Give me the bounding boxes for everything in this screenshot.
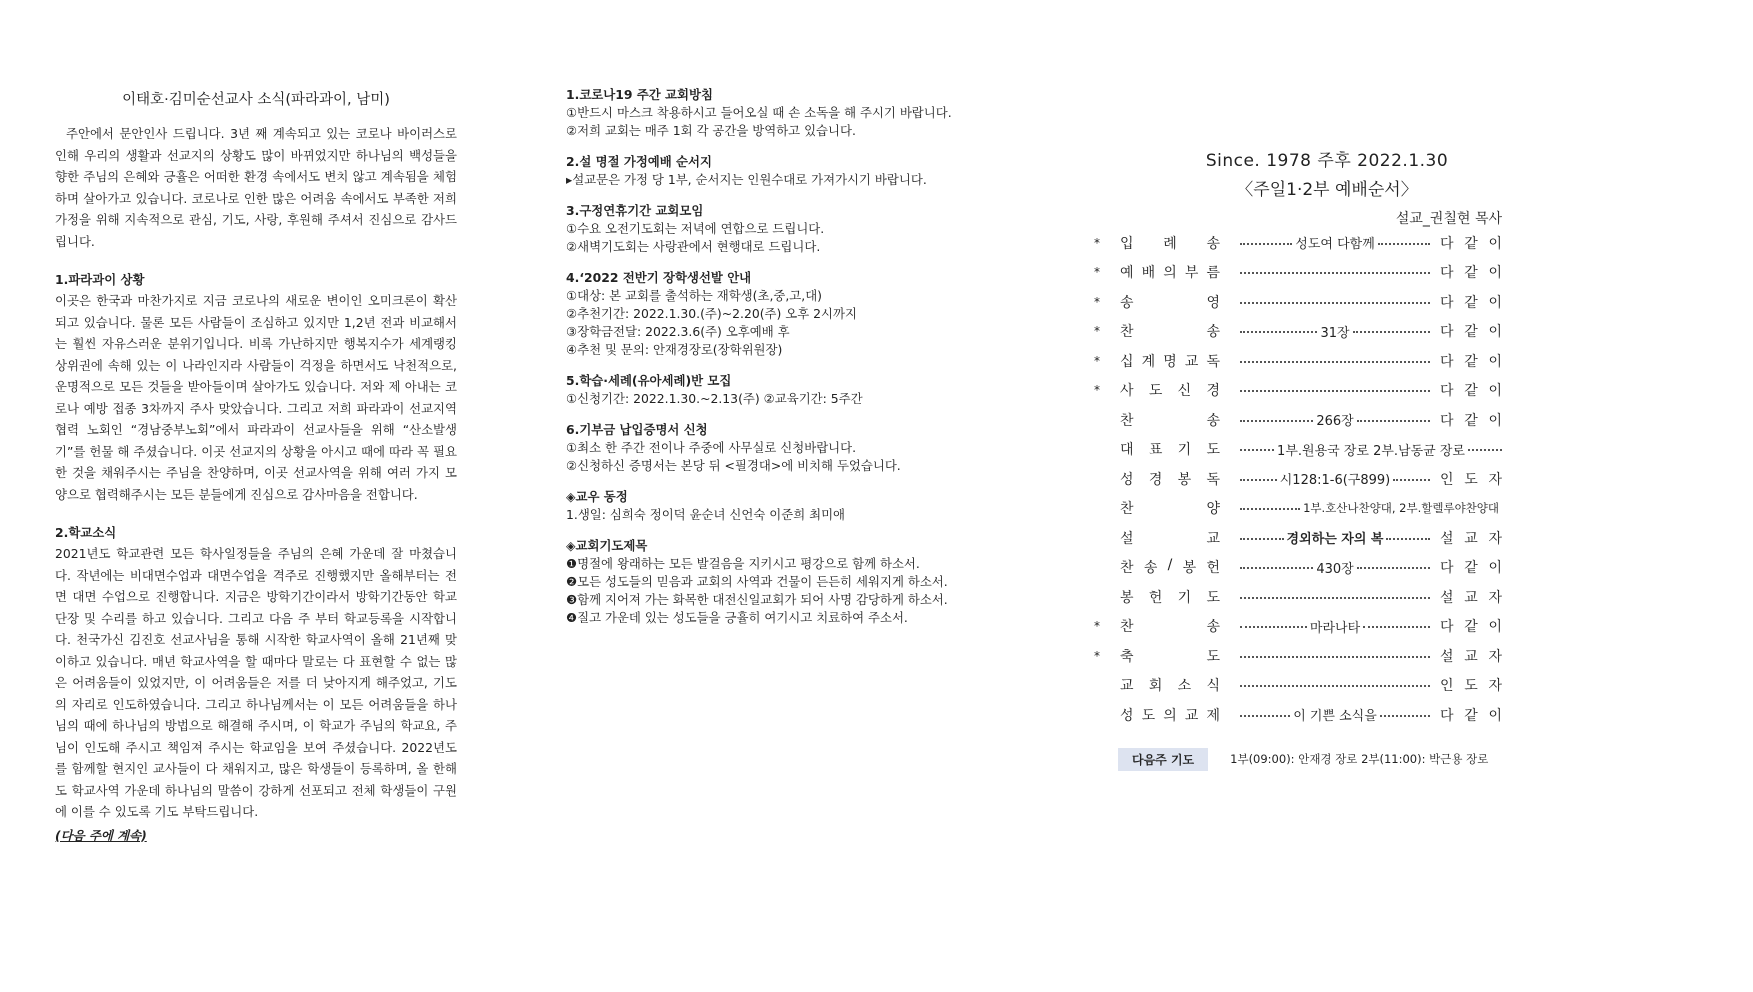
- church-notices-column: [566, 86, 1046, 640]
- order-item-detail: [1240, 683, 1430, 687]
- order-item-content: 마라나타: [1309, 620, 1361, 636]
- standing-mark: *: [1094, 235, 1100, 250]
- standing-mark: *: [1094, 324, 1100, 339]
- notice-covid: [566, 86, 1046, 140]
- order-item-leader: 다 같 이: [1440, 265, 1502, 282]
- bulletin-date: Since. 1978 주후 2022.1.30: [1205, 151, 1449, 171]
- notice-line: ①신청기간: 2022.1.30.~2.13(주) ②교육기간: 5주간: [566, 391, 863, 406]
- paraguay-section-body: 이곳은 한국과 마찬가지로 지금 코로나의 새로운 변이인 오미크론이 확산되고 있습니다. 물론 모든 사람들이 조심하고 있지만 1,2년 전과 비교해서는 훨씬 자유스러운 분위기입니다. 비록 가난하지만 행복지수가 세계랭킹 상위권에 속해 있는 이 나라인지라 사람들이 걱정을 하면서도 낙천적으로, 운명적으로 모든 것들을 받아들이며 살아가도 있습니다. 저와 제 아내는 코로나 예방 접종 3차까지 주사 맞았습니다. 그리고 저희 파라과이 선교지역 협력 노회인 “경남중부노회”에서 파라과이 선교사들을 위해 “산소발생기”를 헌물 해 주셨습니다. 이곳 선교지의 상황을 아시고 때에 따라 꼭 필요한 것을 채워주시는 주님을 찬양하며, 이곳 선교사역을 위해 여러 가지 모양으로 협력해주시는 모든 분들에게 진심으로 감사마음을 전합니다.: [55, 293, 457, 502]
- notice-baptism: [566, 372, 1046, 408]
- worship-order-row: [1092, 435, 1502, 465]
- order-item-leader: 다 같 이: [1440, 560, 1502, 577]
- order-item-label: 찬 송: [1120, 619, 1220, 636]
- continued-note: (다음 주에 계속): [55, 827, 147, 843]
- standing-mark: *: [1094, 353, 1100, 368]
- notice-holiday-worship: [566, 153, 1046, 189]
- worship-order-row: [1092, 523, 1502, 553]
- notice-line: ❹질고 가운데 있는 성도들을 긍휼히 여기시고 치료하여 주소서.: [566, 610, 908, 625]
- notice-title: 6.기부금 납입증명서 신청: [566, 422, 708, 437]
- order-item-label: 찬 송: [1120, 412, 1220, 429]
- order-item-detail: [1240, 558, 1430, 577]
- order-item-content: 시128:1-6(구899): [1279, 473, 1391, 489]
- order-item-label: 찬 송: [1120, 324, 1220, 341]
- next-week-prayer-text: 1부(09:00): 안재경 장로 2부(11:00): 박근용 장로: [1230, 752, 1489, 766]
- notice-line: 1.생일: 심희숙 정이덕 윤순녀 신언숙 이준희 최미애: [566, 507, 846, 522]
- order-item-content: 1부.원용국 장로 2부.남동균 장로: [1277, 443, 1465, 459]
- worship-order-list: [1092, 228, 1502, 730]
- notice-member-news: [566, 488, 1046, 524]
- standing-mark: *: [1094, 619, 1100, 634]
- order-item-content: 성도여 다함께: [1295, 237, 1375, 253]
- worship-order-row: [1092, 671, 1502, 701]
- notice-line: ④추천 및 문의: 안재경장로(장학위원장): [566, 342, 783, 357]
- order-item-content: 266장: [1316, 414, 1354, 430]
- order-item-detail: [1240, 617, 1430, 636]
- notice-prayer-topics: [566, 537, 1046, 627]
- order-item-label: 사 도 신 경: [1120, 383, 1220, 400]
- standing-mark: *: [1094, 265, 1100, 280]
- order-item-leader: 다 같 이: [1440, 412, 1502, 429]
- notice-line: ①반드시 마스크 착용하시고 들어오실 때 손 소독을 해 주시기 바랍니다.: [566, 105, 952, 120]
- notice-line: ②새벽기도회는 사랑관에서 현행대로 드립니다.: [566, 239, 821, 254]
- notice-title: 4.‘2022 전반기 장학생선발 안내: [566, 270, 752, 285]
- worship-order-row: [1092, 287, 1502, 317]
- order-item-content: 경외하는 자의 복: [1286, 532, 1384, 548]
- notice-line: ②신청하신 증명서는 본당 뒤 <필경대>에 비치해 두었습니다.: [566, 458, 901, 473]
- order-item-detail: [1240, 270, 1430, 274]
- standing-mark: *: [1094, 383, 1100, 398]
- order-item-label: 설 교: [1120, 530, 1220, 547]
- notice-line: ①수요 오전기도회는 저녁에 연합으로 드립니다.: [566, 221, 825, 236]
- order-item-label: 성 도 의 교 제: [1120, 707, 1220, 724]
- missionary-intro: 주안에서 문안인사 드립니다. 3년 째 계속되고 있는 코로나 바이러스로 인해 우리의 생활과 선교지의 상황도 많이 바뀌었지만 하나님의 백성들을 향한 주님의 은혜와 긍휼은 어떠한 환경 속에서도 변치 않고 계속됨을 체험하며 살아가고 있습니다. 코로나로 인한 많은 어려움 속에서도 부족한 저희 가정을 위해 지속적으로 관심, 기도, 사랑, 후원해 주셔서 진심으로 감사드립니다.: [55, 126, 457, 249]
- order-item-label: 십 계 명 교 독: [1120, 353, 1220, 370]
- worship-order-row: [1092, 405, 1502, 435]
- order-item-content: 이 기쁜 소식을: [1293, 709, 1377, 725]
- order-item-leader: 설 교 자: [1440, 648, 1502, 665]
- paraguay-section-title: 1.파라과이 상황: [55, 272, 145, 287]
- notice-line: ❸함께 지어져 가는 화목한 대전신일교회가 되어 사명 감당하게 하소서.: [566, 592, 948, 607]
- worship-order-row: [1092, 582, 1502, 612]
- order-item-detail: [1240, 469, 1430, 488]
- order-item-leader: 다 같 이: [1440, 294, 1502, 311]
- missionary-news-title: 이태호·김미순선교사 소식(파라과이, 남미): [122, 92, 390, 108]
- order-item-leader: 다 같 이: [1440, 235, 1502, 252]
- order-item-detail: [1240, 300, 1430, 304]
- worship-order-row: [1092, 641, 1502, 671]
- order-item-leader: 다 같 이: [1440, 324, 1502, 341]
- worship-order-row: [1092, 553, 1502, 583]
- worship-order-row: [1092, 700, 1502, 730]
- order-item-label: 입 례 송: [1120, 235, 1220, 252]
- notice-scholarship: [566, 269, 1046, 359]
- preacher-name: 설교_권칠현 목사: [1395, 211, 1502, 227]
- notice-line: ▸설교문은 가정 당 1부, 순서지는 인원수대로 가져가시기 바랍니다.: [566, 172, 927, 187]
- order-item-label: 송 영: [1120, 294, 1220, 311]
- order-item-detail: [1240, 233, 1430, 252]
- order-item-label: 예 배 의 부 름: [1120, 265, 1220, 282]
- school-section-title: 2.학교소식: [55, 525, 117, 540]
- order-item-detail: [1240, 595, 1430, 599]
- order-item-detail: [1240, 388, 1430, 392]
- order-item-leader: 다 같 이: [1440, 353, 1502, 370]
- order-item-leader: 설 교 자: [1440, 589, 1502, 606]
- order-item-leader: 인 도 자: [1440, 678, 1502, 695]
- order-item-leader: 인 도 자: [1440, 471, 1502, 488]
- worship-order-column: [1092, 146, 1502, 771]
- notice-line: ①대상: 본 교회를 출석하는 재학생(초,중,고,대): [566, 288, 822, 303]
- order-item-detail: [1240, 359, 1430, 363]
- worship-order-row: [1092, 612, 1502, 642]
- order-item-leader: 다 같 이: [1440, 619, 1502, 636]
- notice-line: ❶명절에 왕래하는 모든 발걸음을 지키시고 평강으로 함께 하소서.: [566, 556, 920, 571]
- notice-line: ❷모든 성도들의 믿음과 교회의 사역과 건물이 든든히 세워지게 하소서.: [566, 574, 948, 589]
- notice-donation-receipt: [566, 421, 1046, 475]
- order-item-leader: 다 같 이: [1440, 707, 1502, 724]
- order-item-detail: [1240, 528, 1430, 547]
- notice-title: ◈교회기도제목: [566, 538, 648, 553]
- worship-order-row: [1092, 464, 1502, 494]
- notice-title: 3.구정연휴기간 교회모임: [566, 203, 704, 218]
- notice-line: ③장학금전달: 2022.3.6(주) 오후예배 후: [566, 324, 790, 339]
- order-item-leader: 설 교 자: [1440, 530, 1502, 547]
- order-item-content: 31장: [1320, 325, 1350, 341]
- order-item-label: 대 표 기 도: [1120, 442, 1220, 459]
- notice-line: ①최소 한 주간 전이나 주중에 사무실로 신청바랍니다.: [566, 440, 857, 455]
- notice-holiday-meetings: [566, 202, 1046, 256]
- notice-line: ②추천기간: 2022.1.30.(주)~2.20(주) 오후 2시까지: [566, 306, 857, 321]
- worship-order-row: [1092, 228, 1502, 258]
- worship-order-row: [1092, 376, 1502, 406]
- worship-order-row: [1092, 258, 1502, 288]
- worship-order-row: [1092, 346, 1502, 376]
- order-item-detail: [1240, 500, 1502, 516]
- order-item-detail: [1240, 705, 1430, 724]
- order-item-detail: [1240, 322, 1430, 341]
- order-item-label: 찬 양: [1120, 501, 1220, 518]
- order-item-content: 1부.호산나찬양대, 2부.할렐루야찬양대: [1303, 501, 1499, 516]
- notice-title: ◈교우 동정: [566, 489, 628, 504]
- order-item-label: 성 경 봉 독: [1120, 471, 1220, 488]
- order-item-label: 봉 헌 기 도: [1120, 589, 1220, 606]
- order-item-detail: [1240, 654, 1430, 658]
- order-item-label: 축 도: [1120, 648, 1220, 665]
- standing-mark: *: [1094, 648, 1100, 663]
- next-week-prayer: [1092, 748, 1502, 771]
- notice-title: 1.코로나19 주간 교회방침: [566, 87, 713, 102]
- notice-title: 5.학습·세례(유아세례)반 모집: [566, 373, 732, 388]
- order-item-detail: [1240, 410, 1430, 429]
- order-item-label: 찬 송 / 봉 헌: [1120, 557, 1220, 577]
- worship-order-row: [1092, 494, 1502, 524]
- next-week-prayer-label: 다음주 기도: [1118, 748, 1208, 771]
- order-item-content: 430장: [1316, 561, 1354, 577]
- worship-order-row: [1092, 317, 1502, 347]
- standing-mark: *: [1094, 294, 1100, 309]
- notice-title: 2.설 명절 가정예배 순서지: [566, 154, 712, 169]
- notice-line: ②저희 교회는 매주 1회 각 공간을 방역하고 있습니다.: [566, 123, 856, 138]
- order-item-leader: 다 같 이: [1440, 383, 1502, 400]
- order-item-detail: [1240, 440, 1502, 459]
- order-item-label: 교 회 소 식: [1120, 678, 1220, 695]
- worship-order-title: 〈주일1·2부 예배순서〉: [1236, 180, 1418, 200]
- school-section-body: 2021년도 학교관련 모든 학사일정들을 주님의 은혜 가운데 잘 마쳤습니다. 작년에는 비대면수업과 대면수업을 격주로 진행했지만 올해부터는 전면 대면 수업으로 진행합니다. 지금은 방학기간이라서 방학기간동안 학교단장 및 수리를 하고 있습니다. 그리고 다음 주 부터 학교등록을 시작합니다. 천국가신 김진호 선교사님을 통해 시작한 학교사역이 올해 21년째 맞이하고 있습니다. 매년 학교사역을 할 때마다 말로는 다 표현할 수 없는 많은 어려움들이 있었지만, 이 어려움들은 저를 더 낮아지게 해주었고, 기도의 자리로 인도하였습니다. 그리고 하나님께서는 이 모든 어려움들을 하나님의 때에 하나님의 방법으로 해결해 주시며, 이 학교가 주님의 학교요, 주님이 인도해 주시고 책임져 주시는 학교임을 보여 주셨습니다. 2022년도를 함께할 현지인 교사들이 다 채워지고, 많은 학생들이 등록하며, 올 한해도 학교사역 가운데 하나님의 말씀이 강하게 선포되고 전체 학생들이 구원에 이를 수 있도록 기도 부탁드립니다.: [55, 546, 457, 819]
- missionary-news-column: [55, 88, 457, 846]
